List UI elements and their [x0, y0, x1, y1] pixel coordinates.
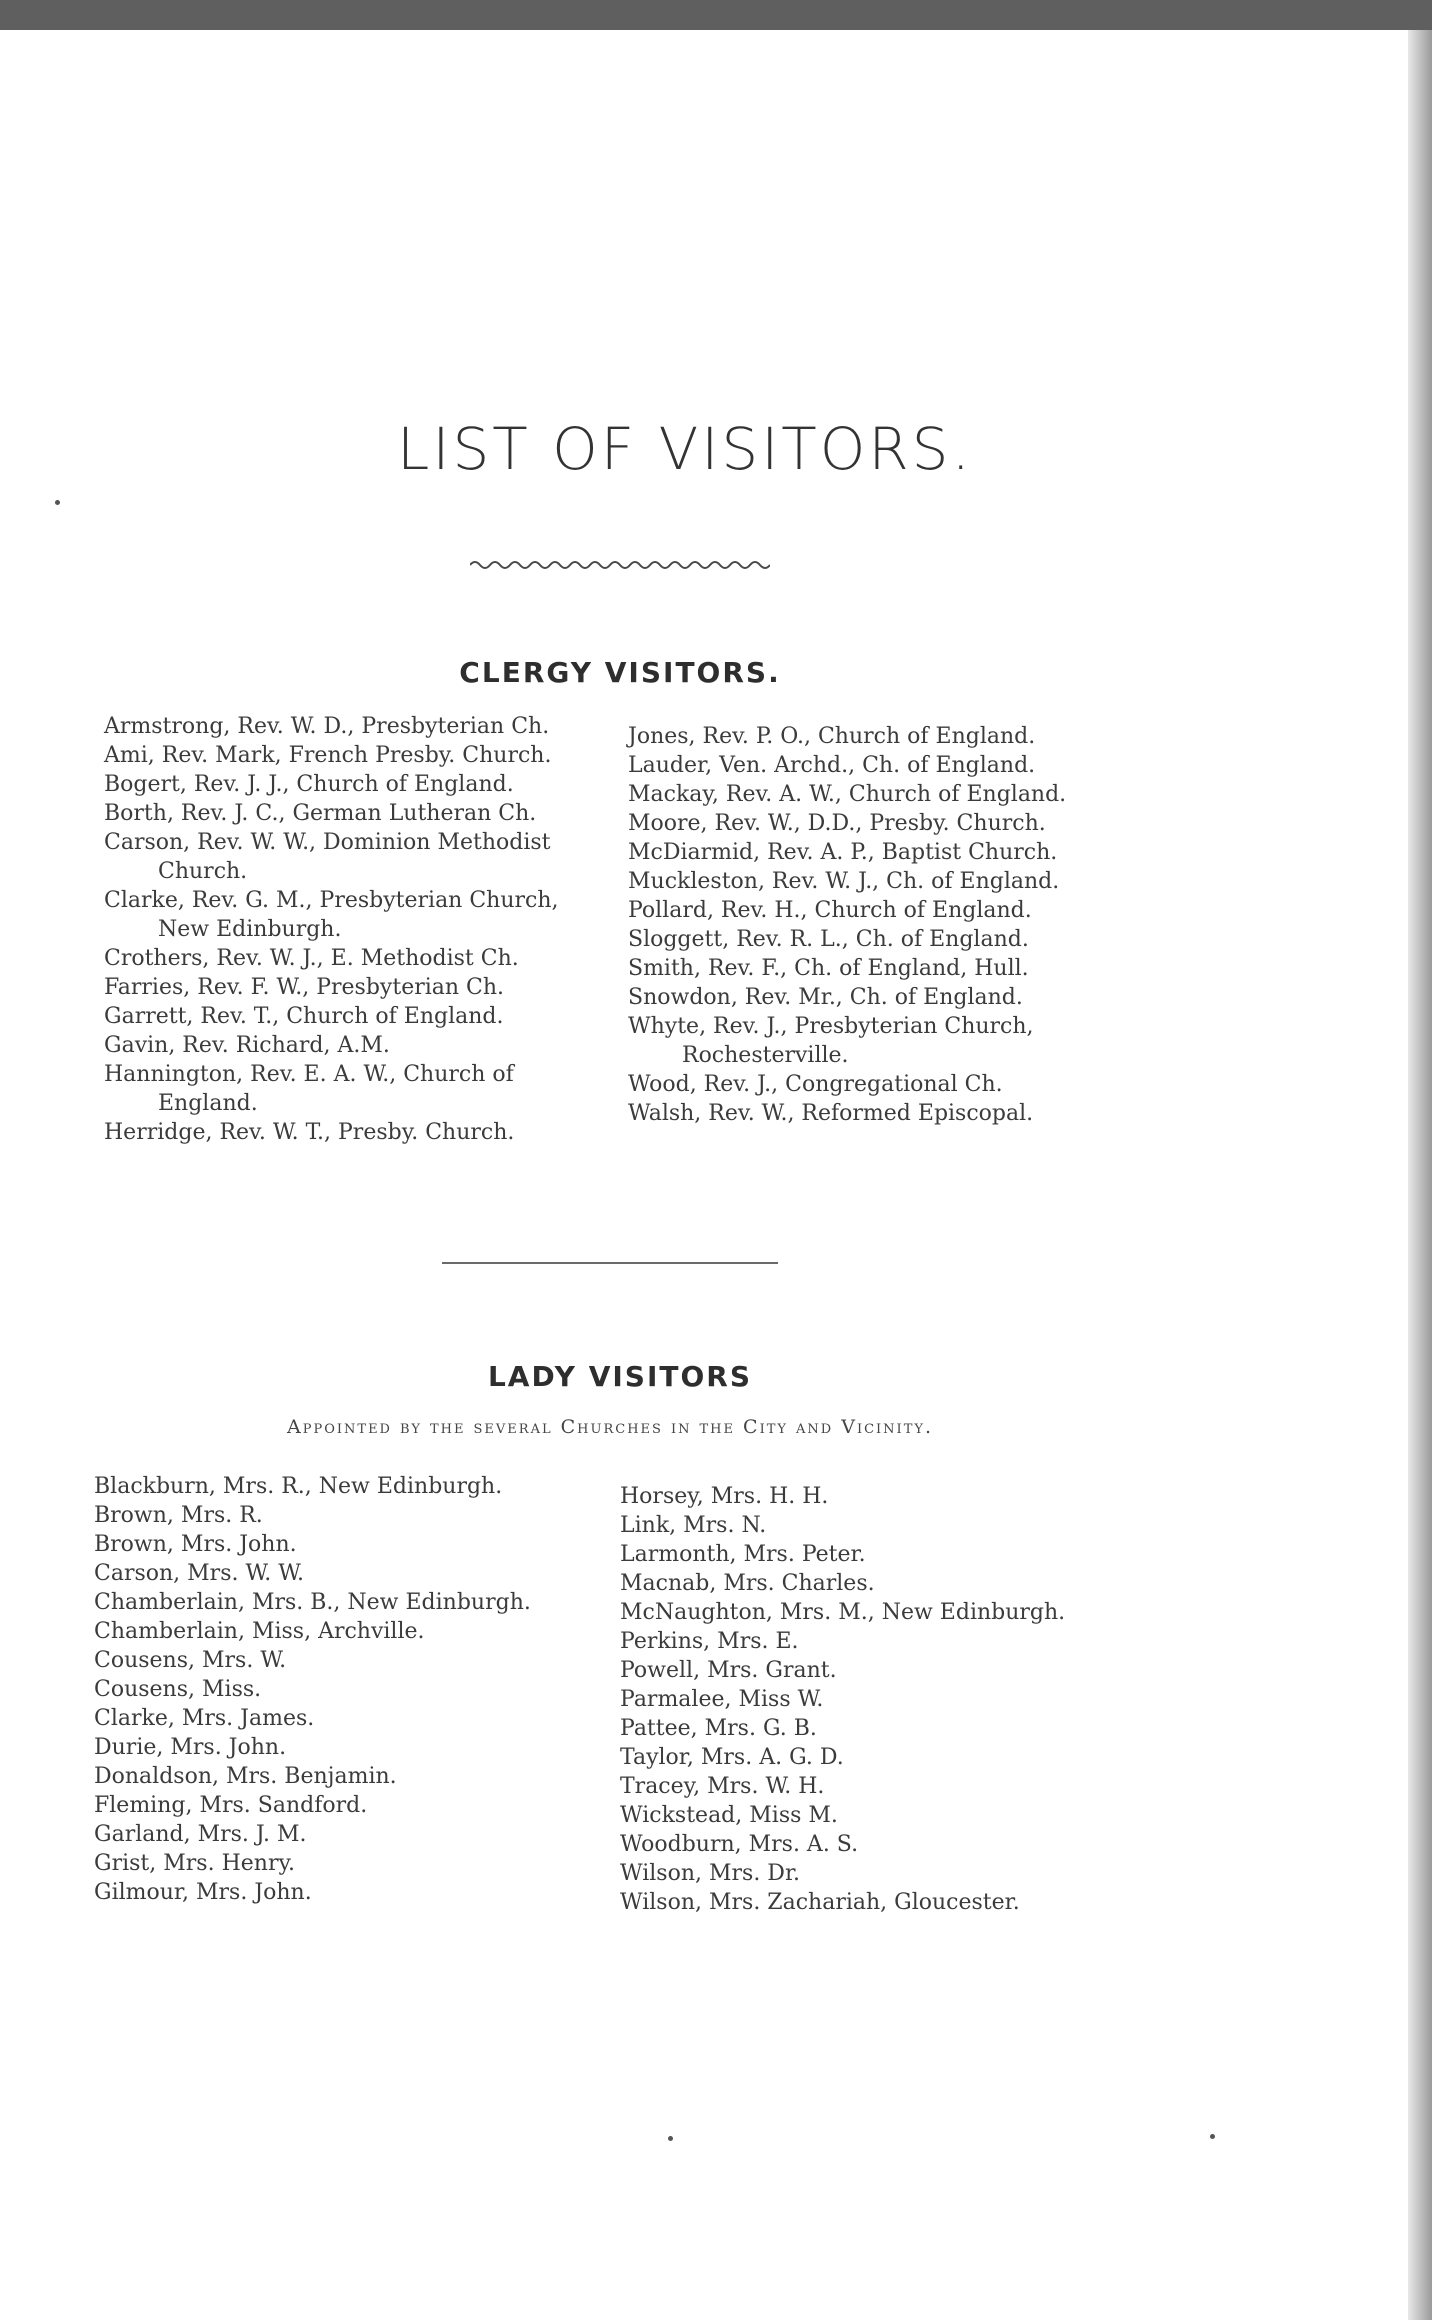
- list-item: Brown, Mrs. R.: [94, 1503, 263, 1528]
- list-item: Cousens, Miss.: [94, 1677, 262, 1702]
- scan-speck: [55, 500, 60, 505]
- list-item: Jones, Rev. P. O., Church of England.: [628, 724, 1036, 749]
- list-item: Donaldson, Mrs. Benjamin.: [94, 1764, 397, 1789]
- clergy-list-right: [628, 722, 1148, 1128]
- list-item: Wood, Rev. J., Congregational Ch.: [628, 1072, 1003, 1097]
- list-item: Horsey, Mrs. H. H.: [620, 1484, 829, 1509]
- lady-list-left: [94, 1472, 614, 1907]
- list-item: Carson, Rev. W. W., Dominion Methodist Church.: [104, 830, 551, 884]
- list-item: Cousens, Mrs. W.: [94, 1648, 287, 1673]
- lady-heading: LADY VISITORS: [487, 1360, 753, 1393]
- list-item: Whyte, Rev. J., Presbyterian Church, Rochesterville.: [628, 1014, 1034, 1068]
- list-item: Clarke, Mrs. James.: [94, 1706, 315, 1731]
- list-item: Snowdon, Rev. Mr., Ch. of England.: [628, 985, 1023, 1010]
- list-item: Garland, Mrs. J. M.: [94, 1822, 307, 1847]
- list-item: Carson, Mrs. W. W.: [94, 1561, 304, 1586]
- lady-list-right: [620, 1482, 1180, 1917]
- scan-speck: [668, 2136, 673, 2141]
- list-item: Pollard, Rev. H., Church of England.: [628, 898, 1032, 923]
- list-item: Herridge, Rev. W. T., Presby. Church.: [104, 1120, 515, 1145]
- list-item: Mackay, Rev. A. W., Church of England.: [628, 782, 1067, 807]
- top-scan-border: [0, 0, 1432, 30]
- list-item: Garrett, Rev. T., Church of England.: [104, 1004, 504, 1029]
- list-item: Parmalee, Miss W.: [620, 1687, 824, 1712]
- list-item: Smith, Rev. F., Ch. of England, Hull.: [628, 956, 1029, 981]
- page-title: LIST OF VISITORS.: [397, 415, 973, 483]
- list-item: Powell, Mrs. Grant.: [620, 1658, 837, 1683]
- list-item: Gavin, Rev. Richard, A.M.: [104, 1033, 390, 1058]
- list-item: Blackburn, Mrs. R., New Edinburgh.: [94, 1474, 503, 1499]
- list-item: Perkins, Mrs. E.: [620, 1629, 799, 1654]
- list-item: Pattee, Mrs. G. B.: [620, 1716, 817, 1741]
- page-edge-shadow: [1408, 30, 1432, 2320]
- wavy-ornament: [470, 558, 770, 572]
- list-item: Farries, Rev. F. W., Presbyterian Ch.: [104, 975, 505, 1000]
- list-item: Wilson, Mrs. Dr.: [620, 1861, 801, 1886]
- list-item: Hannington, Rev. E. A. W., Church of England.: [104, 1062, 514, 1116]
- list-item: McNaughton, Mrs. M., New Edinburgh.: [620, 1600, 1066, 1625]
- scan-speck: [1210, 2134, 1215, 2139]
- list-item: Armstrong, Rev. W. D., Presbyterian Ch.: [104, 714, 550, 739]
- list-item: Taylor, Mrs. A. G. D.: [620, 1745, 844, 1770]
- list-item: Woodburn, Mrs. A. S.: [620, 1832, 859, 1857]
- clergy-heading: CLERGY VISITORS.: [459, 656, 781, 689]
- list-item: Crothers, Rev. W. J., E. Methodist Ch.: [104, 946, 519, 971]
- list-item: Borth, Rev. J. C., German Lutheran Ch.: [104, 801, 537, 826]
- list-item: Gilmour, Mrs. John.: [94, 1880, 312, 1905]
- list-item: Grist, Mrs. Henry.: [94, 1851, 295, 1876]
- list-item: Link, Mrs. N.: [620, 1513, 767, 1538]
- list-item: Ami, Rev. Mark, French Presby. Church.: [104, 743, 552, 768]
- list-item: Chamberlain, Mrs. B., New Edinburgh.: [94, 1590, 531, 1615]
- list-item: McDiarmid, Rev. A. P., Baptist Church.: [628, 840, 1058, 865]
- list-item: Wilson, Mrs. Zachariah, Gloucester.: [620, 1890, 1020, 1915]
- list-item: Sloggett, Rev. R. L., Ch. of England.: [628, 927, 1029, 952]
- list-item: Chamberlain, Miss, Archville.: [94, 1619, 425, 1644]
- list-item: Durie, Mrs. John.: [94, 1735, 287, 1760]
- list-item: Bogert, Rev. J. J., Church of England.: [104, 772, 514, 797]
- clergy-list-left: [104, 712, 604, 1147]
- list-item: Clarke, Rev. G. M., Presbyterian Church, New Edinburgh.: [104, 888, 559, 942]
- list-item: Brown, Mrs. John.: [94, 1532, 297, 1557]
- list-item: Moore, Rev. W., D.D., Presby. Church.: [628, 811, 1046, 836]
- section-divider: [442, 1262, 778, 1264]
- lady-subtitle: Appointed by the several Churches in the City and Vicinity.: [287, 1416, 933, 1438]
- list-item: Wickstead, Miss M.: [620, 1803, 838, 1828]
- list-item: Macnab, Mrs. Charles.: [620, 1571, 875, 1596]
- list-item: Fleming, Mrs. Sandford.: [94, 1793, 368, 1818]
- list-item: Muckleston, Rev. W. J., Ch. of England.: [628, 869, 1060, 894]
- list-item: Lauder, Ven. Archd., Ch. of England.: [628, 753, 1036, 778]
- list-item: Larmonth, Mrs. Peter.: [620, 1542, 866, 1567]
- list-item: Walsh, Rev. W., Reformed Episcopal.: [628, 1101, 1034, 1126]
- list-item: Tracey, Mrs. W. H.: [620, 1774, 825, 1799]
